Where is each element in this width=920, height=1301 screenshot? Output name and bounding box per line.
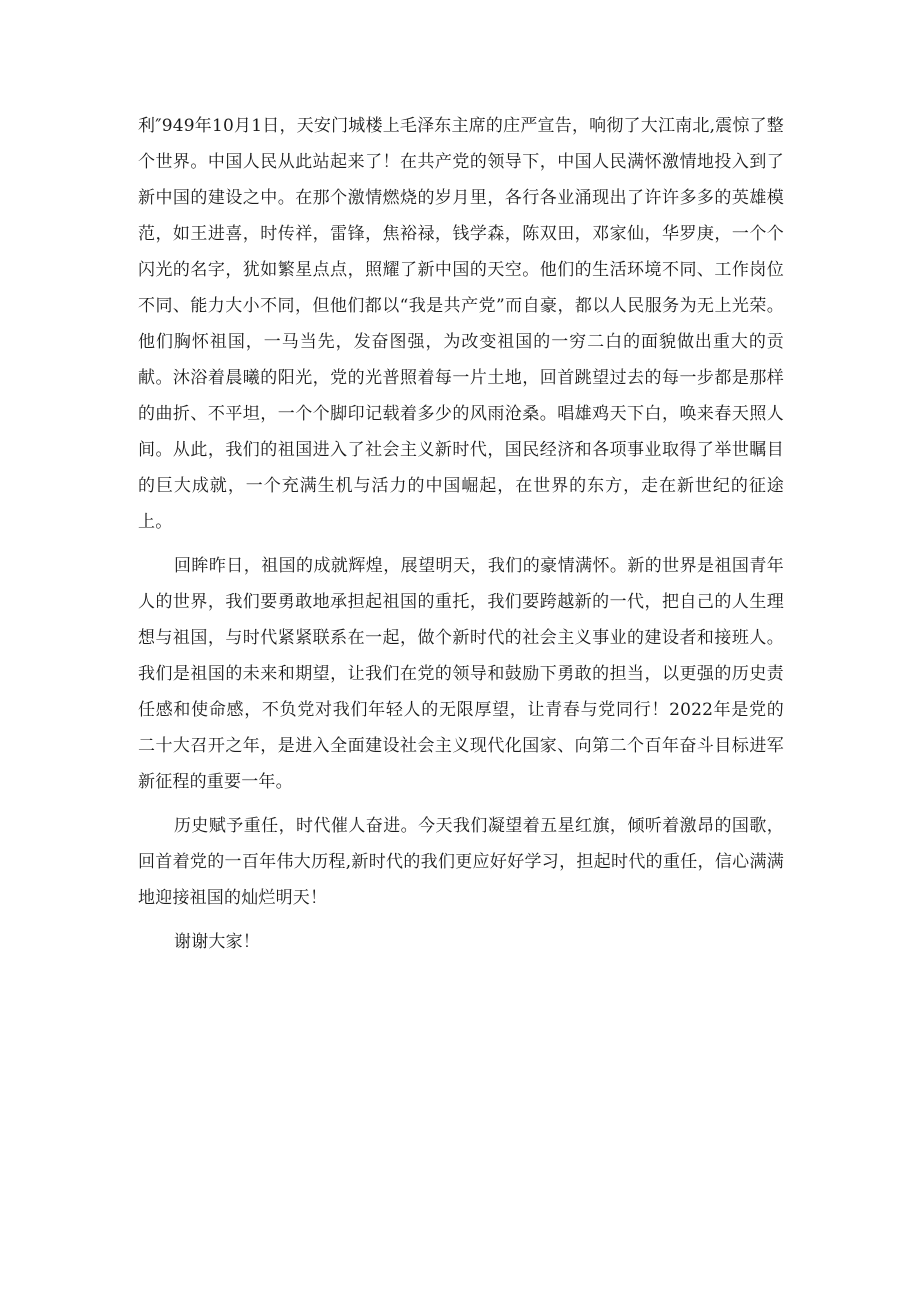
paragraph-history: 利″949年10月1日，天安门城楼上毛泽东主席的庄严宣告，响彻了大江南北,震惊了整个世界。中国人民从此站起来了！在共产党的领导下，中国人民满怀激情地投入到了新中国的建设之中。在那个激情燃烧的岁月里，各行各业涌现出了许许多多的英雄模范，如王进喜，时传祥，雷锋，焦裕禄，钱学森，陈双田，邓家仙，华罗庚，一个个闪光的名字，犹如繁星点点，照耀了新中国的天空。他们的生活环境不同、工作岗位不同、能力大小不同，但他们都以“我是共产党”而自豪，都以人民服务为无上光荣。他们胸怀祖国，一马当先，发奋图强，为改变祖国的一穷二白的面貌做出重大的贡献。沐浴着晨曦的阳光，党的光普照着每一片土地，回首跳望过去的每一步都是那样的曲折、不平坦，一个个脚印记载着多少的风雨沧桑。唱雄鸡天下白，唤来春天照人间。从此，我们的祖国进入了社会主义新时代，国民经济和各项事业取得了举世瞩目的巨大成就，一个充满生机与活力的中国崛起，在世界的东方，走在新世纪的征途上。 — [138, 116, 784, 532]
closing-line: 谢谢大家！ — [174, 932, 260, 952]
paragraph-mission: 历史赋予重任，时代催人奋进。今天我们凝望着五星红旗，倾听着激昂的国歌，回首着党的一百年伟大历程,新时代的我们更应好好学习，担起时代的重任，信心满满地迎接祖国的灿烂明天！ — [138, 816, 784, 908]
paragraph-future: 回眸昨日，祖国的成就辉煌，展望明天，我们的豪情满怀。新的世界是祖国青年人的世界，我们要勇敢地承担起祖国的重托，我们要跨越新的一代，把自己的人生理想与祖国，与时代紧紧联系在一起，做个新时代的社会主义事业的建设者和接班人。我们是祖国的未来和期望，让我们在党的领导和鼓励下勇敢的担当，以更强的历史责任感和使命感，不负党对我们年轻人的无限厚望，让青春与党同行！2022年是党的二十大召开之年，是进入全面建设社会主义现代化国家、向第二个百年奋斗目标进军新征程的重要一年。 — [138, 556, 784, 792]
document-body — [138, 108, 784, 960]
